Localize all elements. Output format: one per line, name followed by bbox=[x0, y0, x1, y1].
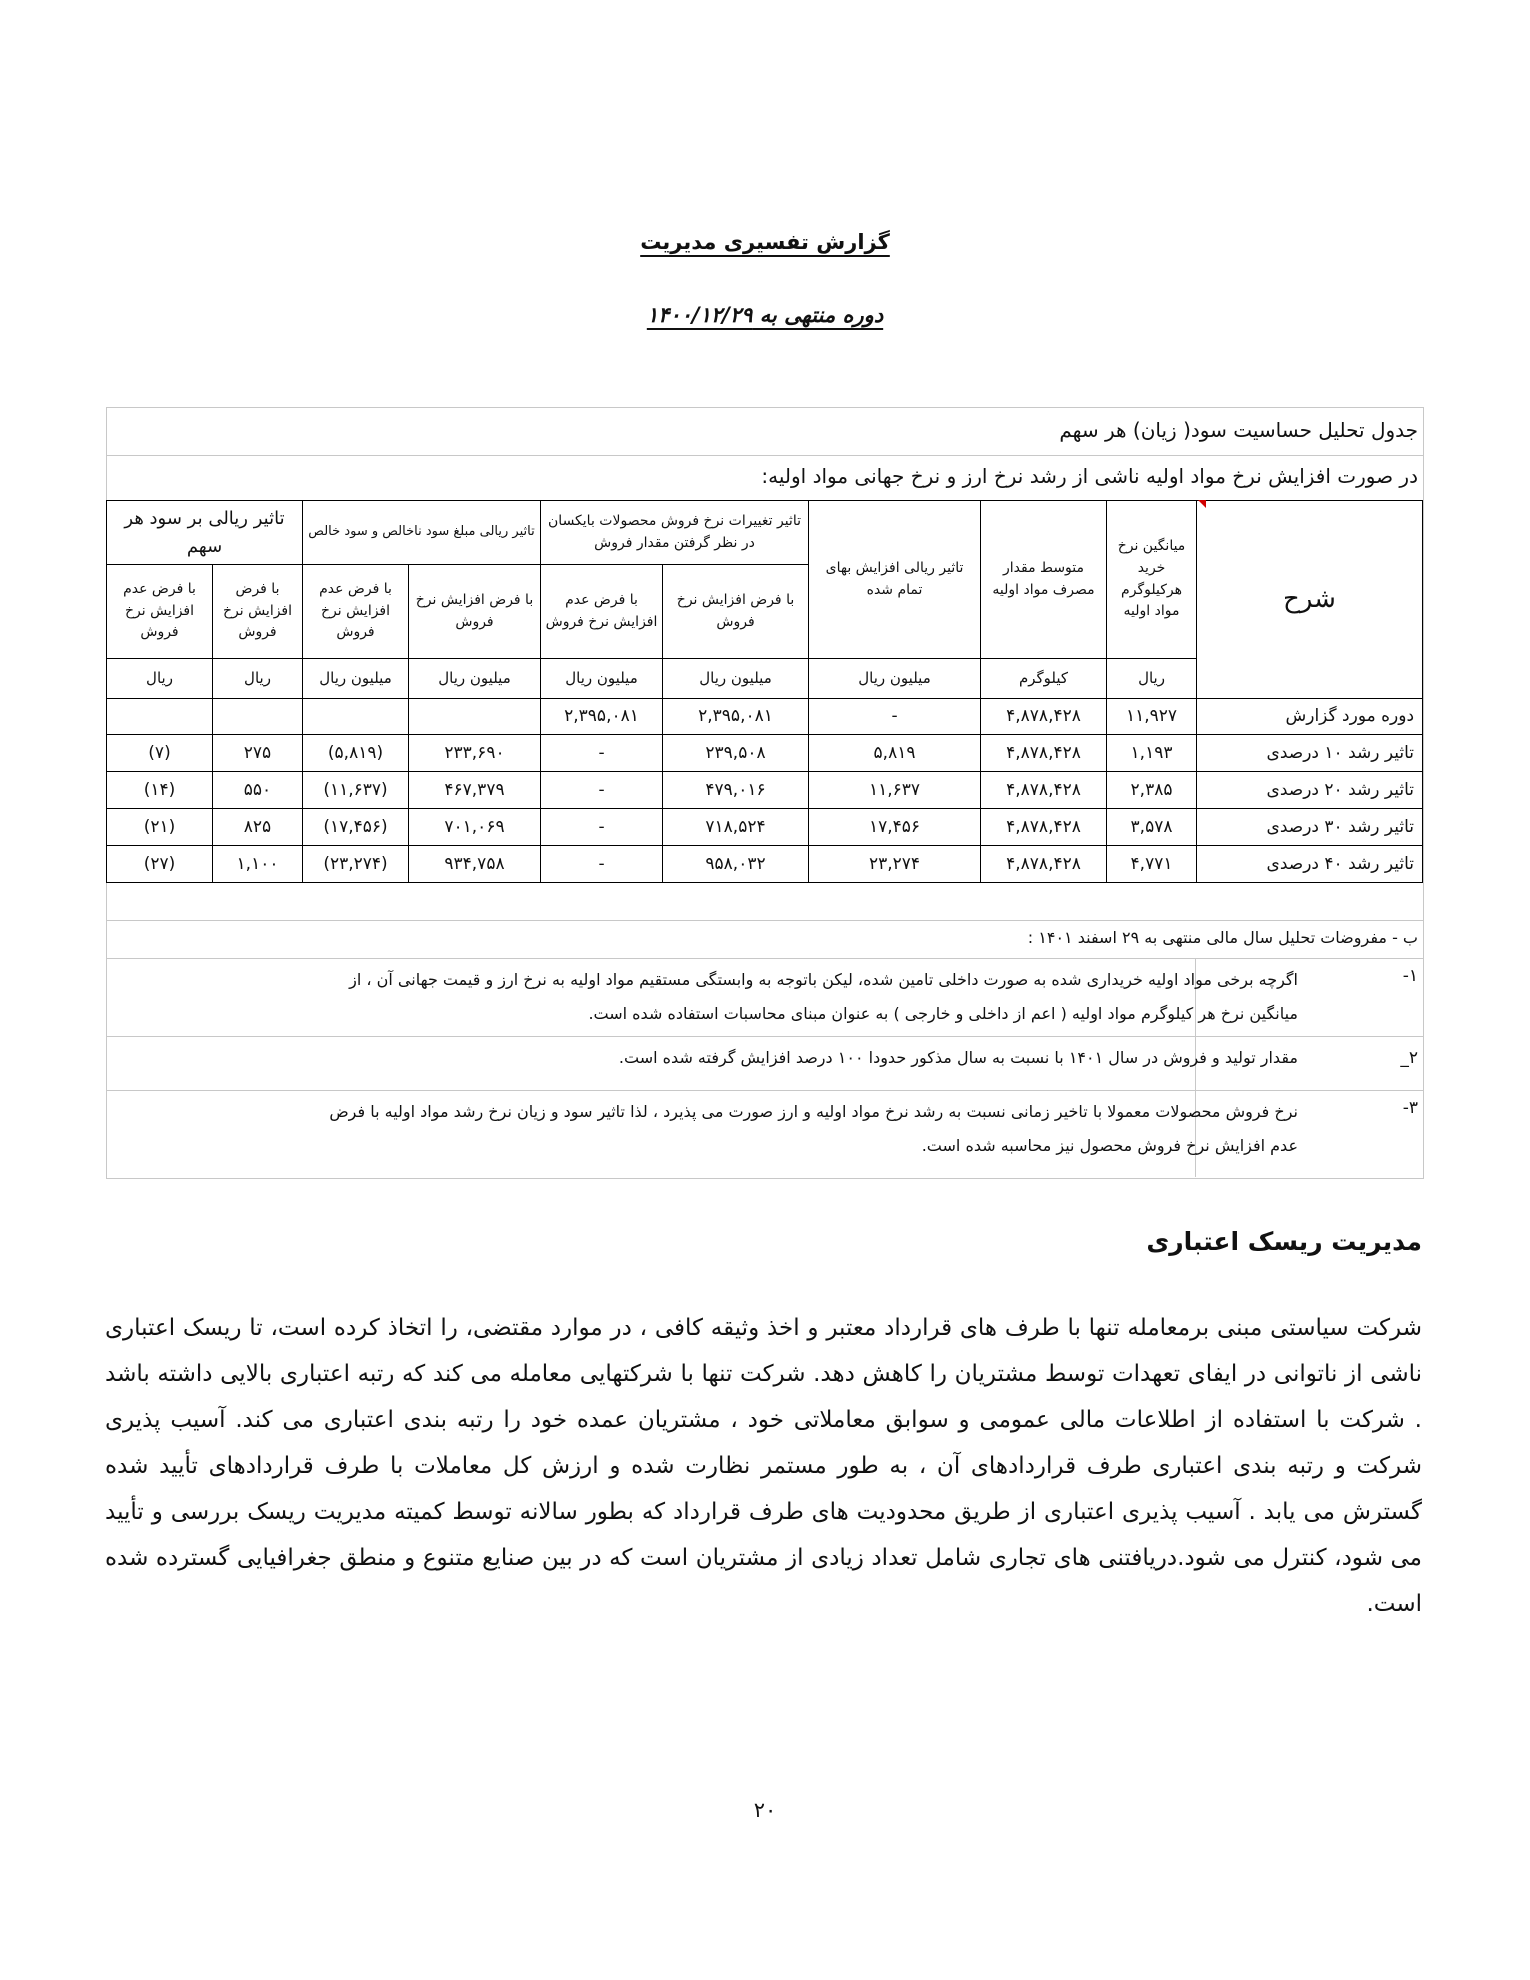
unit-million-rial: میلیون ریال bbox=[809, 659, 981, 699]
cell-rate: ۲,۳۸۵ bbox=[1107, 772, 1197, 809]
cell-sale-inc: ۷۱۸,۵۲۴ bbox=[663, 809, 809, 846]
cell-cost: ۵,۸۱۹ bbox=[809, 735, 981, 772]
header-cost-effect: تاثیر ریالی افزایش بهای تمام شده bbox=[809, 501, 981, 659]
frame-divider bbox=[106, 1036, 1424, 1037]
row-label: تاثیر رشد ۳۰ درصدی bbox=[1197, 809, 1423, 846]
frame-divider bbox=[106, 958, 1424, 959]
cell-rate: ۴,۷۷۱ bbox=[1107, 846, 1197, 883]
table-row bbox=[107, 699, 1423, 735]
assumption-number: ۲_ bbox=[1400, 1048, 1418, 1068]
row-label: تاثیر رشد ۱۰ درصدی bbox=[1197, 735, 1423, 772]
table-row bbox=[107, 846, 1423, 883]
cell-sale-inc: ۲۳۹,۵۰۸ bbox=[663, 735, 809, 772]
header-eps-group: تاثیر ریالی بر سود هر سهم bbox=[107, 501, 303, 565]
cell-cost: ۲۳,۲۷۴ bbox=[809, 846, 981, 883]
unit-kg: کیلوگرم bbox=[981, 659, 1107, 699]
assumption-number: ۳- bbox=[1402, 1098, 1418, 1118]
report-period-text: دوره منتهی به ۱۴۰۰/۱۲/۲۹ bbox=[646, 303, 884, 327]
cell-eps-noinc: (۱۴) bbox=[107, 772, 213, 809]
cell-sale-noinc: ۲,۳۹۵,۰۸۱ bbox=[541, 699, 663, 735]
cell-profit-noinc: (۱۷,۴۵۶) bbox=[303, 809, 409, 846]
assumption-text: عدم افزایش نرخ فروش محصول نیز محاسبه شده است. bbox=[921, 1136, 1298, 1155]
cell-cost: - bbox=[809, 699, 981, 735]
assumption-text: اگرچه برخی مواد اولیه خریداری شده به صورت داخلی تامین شده، لیکن باتوجه به وابستگی مستقیم مواد اولیه به نرخ ارز و قیمت جهانی آن ، از bbox=[349, 970, 1298, 989]
sensitivity-caption: جدول تحلیل حساسیت سود( زیان) هر سهم bbox=[1059, 418, 1418, 442]
cell-sale-noinc: - bbox=[541, 735, 663, 772]
cell-eps-noinc: (۷) bbox=[107, 735, 213, 772]
table-row bbox=[107, 772, 1423, 809]
cell-eps-inc: ۲۷۵ bbox=[213, 735, 303, 772]
row-label: دوره مورد گزارش bbox=[1197, 699, 1423, 735]
cell-qty: ۴,۸۷۸,۴۲۸ bbox=[981, 735, 1107, 772]
unit-million-rial: میلیون ریال bbox=[541, 659, 663, 699]
report-title bbox=[0, 230, 1530, 254]
cell-eps-noinc bbox=[107, 699, 213, 735]
cell-eps-inc: ۱,۱۰۰ bbox=[213, 846, 303, 883]
frame-divider bbox=[106, 1090, 1424, 1091]
cell-profit-noinc: (۲۳,۲۷۴) bbox=[303, 846, 409, 883]
cell-eps-inc: ۵۵۰ bbox=[213, 772, 303, 809]
table-header-row bbox=[107, 501, 1423, 565]
header-profit-with-increase: با فرض افزایش نرخ فروش bbox=[409, 565, 541, 659]
cell-profit-inc: ۲۳۳,۶۹۰ bbox=[409, 735, 541, 772]
cell-profit-inc: ۷۰۱,۰۶۹ bbox=[409, 809, 541, 846]
unit-million-rial: میلیون ریال bbox=[663, 659, 809, 699]
header-profit-without-increase: با فرض عدم افزایش نرخ فروش bbox=[303, 565, 409, 659]
header-eps-with-increase: با فرض افزایش نرخ فروش bbox=[213, 565, 303, 659]
cell-eps-noinc: (۲۱) bbox=[107, 809, 213, 846]
sensitivity-table bbox=[106, 500, 1423, 883]
header-eps-without-increase: با فرض عدم افزایش نرخ فروش bbox=[107, 565, 213, 659]
assumption-text: نرخ فروش محصولات معمولا با تاخیر زمانی نسبت به رشد نرخ مواد اولیه و ارز صورت می پذیرد ، لذا تاثیر سود و زیان نرخ رشد مواد اولیه با فرض bbox=[329, 1102, 1298, 1121]
sensitivity-subcaption: در صورت افزایش نرخ مواد اولیه ناشی از رشد نرخ ارز و نرخ جهانی مواد اولیه: bbox=[761, 464, 1418, 488]
cell-rate: ۱,۱۹۳ bbox=[1107, 735, 1197, 772]
unit-rial: ریال bbox=[1107, 659, 1197, 699]
assumption-text: مقدار تولید و فروش در سال ۱۴۰۱ با نسبت به سال مذکور حدودا ۱۰۰ درصد افزایش گرفته شده است. bbox=[618, 1048, 1298, 1067]
cell-sale-noinc: - bbox=[541, 846, 663, 883]
unit-million-rial: میلیون ریال bbox=[409, 659, 541, 699]
row-label: تاثیر رشد ۲۰ درصدی bbox=[1197, 772, 1423, 809]
header-profit-group: تاثیر ریالی مبلغ سود ناخالص و سود خالص bbox=[303, 501, 541, 565]
header-avg-rate: میانگین نرخ خرید هرکیلوگرم مواد اولیه bbox=[1107, 501, 1197, 659]
row-label: تاثیر رشد ۴۰ درصدی bbox=[1197, 846, 1423, 883]
credit-risk-paragraph: شرکت سیاستی مبنی برمعامله تنها با طرف های قرارداد معتبر و اخذ وثیقه کافی ، در موارد مقتضی، را اتخاذ کرده است، تا ریسک اعتباری ناشی از ناتوانی در ایفای تعهدات توسط مشتریان را کاهش دهد. شرکت تنها با شرکتهایی معامله می کند که رتبه اعتباری بالایی داشته باشد . شرکت با استفاده از اطلاعات مالی عمومی و سوابق معاملاتی خود ، مشتریان عمده خود را رتبه بندی اعتباری می کند. آسیب پذیری شرکت و رتبه بندی اعتباری طرف قراردادهای آن ، به طور مستمر نظارت شده و ارزش کل معاملات با طرف قراردادهای تأیید شده گسترش می یابد . آسیب پذیری اعتباری از طریق محدودیت های طرف قرارداد که بطور سالانه توسط کمیته مدیریت ریسک بررسی و تأیید می شود، کنترل می شود.دریافتنی های تجاری شامل تعداد زیادی از مشتریان است که در بین صنایع متنوع و منطق جغرافیایی گسترده شده است. bbox=[105, 1315, 1422, 1617]
cell-eps-noinc: (۲۷) bbox=[107, 846, 213, 883]
cell-qty: ۴,۸۷۸,۴۲۸ bbox=[981, 699, 1107, 735]
unit-rial: ریال bbox=[107, 659, 213, 699]
cell-qty: ۴,۸۷۸,۴۲۸ bbox=[981, 846, 1107, 883]
cell-profit-inc: ۹۳۴,۷۵۸ bbox=[409, 846, 541, 883]
table-row bbox=[107, 735, 1423, 772]
unit-million-rial: میلیون ریال bbox=[303, 659, 409, 699]
cell-rate: ۳,۵۷۸ bbox=[1107, 809, 1197, 846]
table-row bbox=[107, 809, 1423, 846]
cell-eps-inc: ۸۲۵ bbox=[213, 809, 303, 846]
comment-marker-icon bbox=[1198, 500, 1206, 508]
cell-sale-inc: ۴۷۹,۰۱۶ bbox=[663, 772, 809, 809]
header-sharh: شرح bbox=[1197, 501, 1423, 699]
header-avg-consumption: متوسط مقدار مصرف مواد اولیه bbox=[981, 501, 1107, 659]
cell-cost: ۱۷,۴۵۶ bbox=[809, 809, 981, 846]
cell-sale-noinc: - bbox=[541, 772, 663, 809]
cell-qty: ۴,۸۷۸,۴۲۸ bbox=[981, 809, 1107, 846]
report-period bbox=[0, 303, 1530, 327]
page-number: ۲۰ bbox=[753, 1798, 777, 1822]
header-price-change-group: تاثیر تغییرات نرخ فروش محصولات بایکسان در نظر گرفتن مقدار فروش bbox=[541, 501, 809, 565]
frame-divider bbox=[106, 455, 1424, 456]
assumptions-heading: ب - مفروضات تحلیل سال مالی منتهی به ۲۹ اسفند ۱۴۰۱ : bbox=[1027, 928, 1418, 947]
cell-profit-inc bbox=[409, 699, 541, 735]
unit-rial: ریال bbox=[213, 659, 303, 699]
cell-cost: ۱۱,۶۳۷ bbox=[809, 772, 981, 809]
assumption-text: میانگین نرخ هر کیلوگرم مواد اولیه ( اعم از داخلی و خارجی ) به عنوان مبنای محاسبات استفاده شده است. bbox=[588, 1004, 1298, 1023]
cell-sale-noinc: - bbox=[541, 809, 663, 846]
cell-profit-inc: ۴۶۷,۳۷۹ bbox=[409, 772, 541, 809]
report-title-text: گزارش تفسیری مدیریت bbox=[640, 230, 890, 254]
header-sale-without-increase: با فرض عدم افزایش نرخ فروش bbox=[541, 565, 663, 659]
header-sale-with-increase: با فرض افزایش نرخ فروش bbox=[663, 565, 809, 659]
cell-sale-inc: ۲,۳۹۵,۰۸۱ bbox=[663, 699, 809, 735]
credit-risk-heading: مدیریت ریسک اعتباری bbox=[1146, 1227, 1422, 1256]
cell-sale-inc: ۹۵۸,۰۳۲ bbox=[663, 846, 809, 883]
cell-profit-noinc bbox=[303, 699, 409, 735]
cell-eps-inc bbox=[213, 699, 303, 735]
cell-rate: ۱۱,۹۲۷ bbox=[1107, 699, 1197, 735]
cell-profit-noinc: (۱۱,۶۳۷) bbox=[303, 772, 409, 809]
assumption-number: ۱- bbox=[1402, 966, 1418, 986]
cell-qty: ۴,۸۷۸,۴۲۸ bbox=[981, 772, 1107, 809]
cell-profit-noinc: (۵,۸۱۹) bbox=[303, 735, 409, 772]
